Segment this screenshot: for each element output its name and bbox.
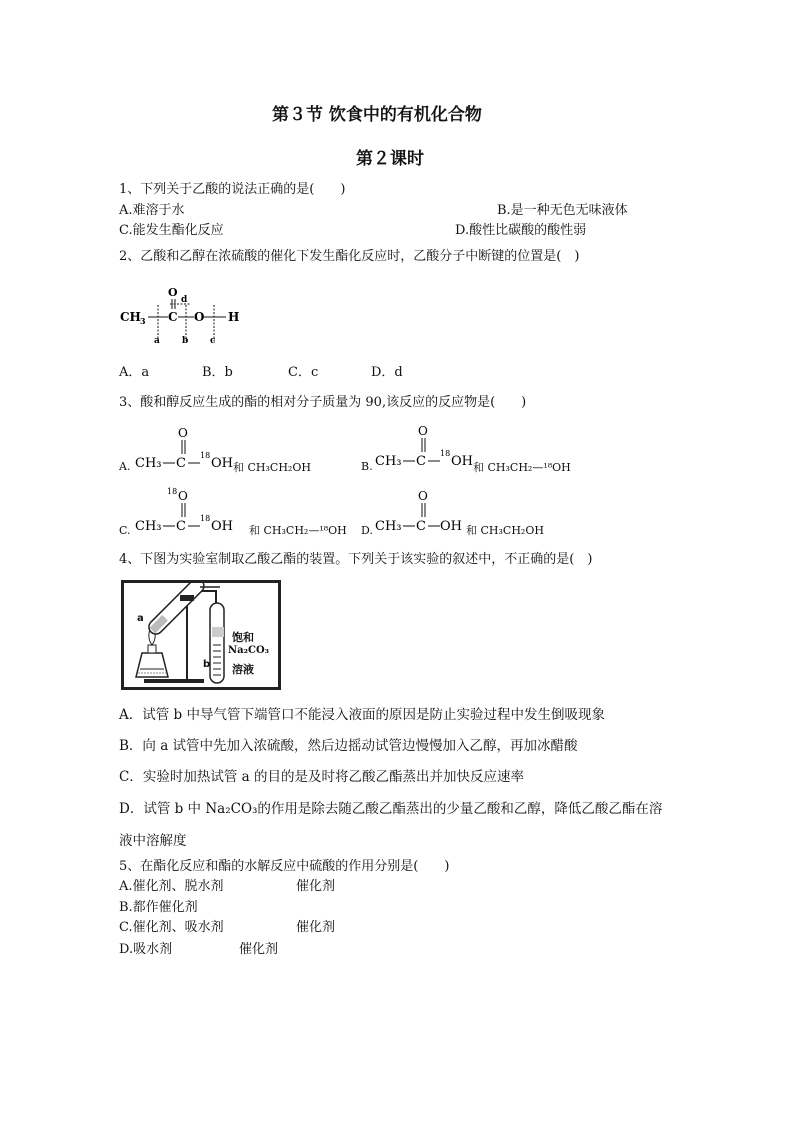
q5-option-d-second: 催化剂 <box>239 942 279 957</box>
ch3-label: CH <box>120 310 141 324</box>
svg-text:CH₃: CH₃ <box>375 454 402 469</box>
q4-option-d-line1: D．试管 b 中 Na₂CO₃的作用是除去随乙酸乙酯蒸出的少量乙酸和乙醇，降低乙酸乙酯在溶 <box>119 801 663 817</box>
svg-text:C: C <box>168 310 178 324</box>
svg-text:C: C <box>416 519 426 534</box>
svg-text:OH: OH <box>211 519 233 534</box>
hydrogen-label: H <box>228 310 240 324</box>
ester-apparatus-figure <box>121 580 281 690</box>
q5-stem: 5、在酯化反应和酯的水解反应中硫酸的作用分别是( ) <box>119 859 450 874</box>
svg-text:OH: OH <box>211 456 233 471</box>
q5-option-d: D.吸水剂 <box>119 942 173 957</box>
acetic-acid-bond-diagram <box>118 283 248 347</box>
bond-d-label: d <box>181 295 188 305</box>
svg-text:OH: OH <box>451 454 473 469</box>
q2-option-c: C．c <box>288 365 319 380</box>
q3-c-acid-structure <box>133 485 243 537</box>
apparatus-drawing <box>124 583 278 687</box>
q4-option-b: B．向 a 试管中先加入浓硫酸，然后边摇动试管边慢慢加入乙醇，再加冰醋酸 <box>119 738 578 754</box>
q3-option-c-label: C. <box>119 524 131 537</box>
svg-text:18: 18 <box>440 449 451 458</box>
q2-stem: 2、乙酸和乙醇在浓硫酸的催化下发生酯化反应时，乙酸分子中断键的位置是( ) <box>119 249 580 264</box>
q2-option-b: B．b <box>202 365 233 380</box>
q3-stem: 3、酸和醇反应生成的酯的相对分子质量为 90,该反应的反应物是( ) <box>119 395 527 410</box>
q2-option-a: A．a <box>119 365 150 380</box>
svg-text:O: O <box>178 489 188 503</box>
bond-b-label: b <box>182 336 189 346</box>
page-subtitle: 第２课时 <box>356 149 424 169</box>
bond-a-label: a <box>154 336 160 346</box>
q4-option-d-line2: 液中溶解度 <box>119 833 187 849</box>
q3-option-c-alcohol: 和 CH₃CH₂—¹⁸OH <box>249 524 347 537</box>
q3-option-d-label: D. <box>361 524 373 537</box>
svg-text:C: C <box>176 456 186 471</box>
carbonyl-oxygen: O <box>168 286 178 299</box>
svg-text:OH: OH <box>440 519 462 534</box>
q4-stem: 4、下图为实验室制取乙酸乙酯的装置。下列关于该实验的叙述中，不正确的是( ) <box>119 552 593 567</box>
q3-option-b-alcohol: 和 CH₃CH₂—¹⁸OH <box>473 461 571 474</box>
svg-text:C: C <box>176 519 186 534</box>
svg-text:18: 18 <box>200 514 211 523</box>
q5-option-c-second: 催化剂 <box>296 920 336 935</box>
svg-text:18: 18 <box>167 487 178 496</box>
solution-label-1: 饱和 <box>232 631 254 644</box>
q1-option-b: B.是一种无色无味液体 <box>497 203 628 218</box>
q3-option-b-label: B. <box>361 460 373 473</box>
q3-a-acid-structure <box>133 424 243 474</box>
svg-text:CH₃: CH₃ <box>135 519 162 534</box>
svg-text:O: O <box>194 310 205 324</box>
q1-stem: 1、下列关于乙酸的说法正确的是( ) <box>119 182 346 197</box>
q1-option-d: D.酸性比碳酸的酸性弱 <box>455 223 587 238</box>
svg-text:O: O <box>178 426 188 440</box>
q3-option-a-label: A. <box>119 460 131 473</box>
q4-option-a: A．试管 b 中导气管下端管口不能浸入液面的原因是防止实验过程中发生倒吸现象 <box>119 707 605 723</box>
svg-text:CH₃: CH₃ <box>375 519 402 534</box>
q5-option-a: A.催化剂、脱水剂 <box>119 879 224 894</box>
svg-text:18: 18 <box>200 451 211 460</box>
svg-text:O: O <box>418 489 428 503</box>
tube-b-label: b <box>203 659 211 670</box>
ch3-subscript: 3 <box>140 316 146 326</box>
tube-a-label: a <box>137 613 144 624</box>
q4-option-c: C．实验时加热试管 a 的目的是及时将乙酸乙酯蒸出并加快反应速率 <box>119 769 524 785</box>
q2-option-d: D．d <box>371 365 403 380</box>
page-title: 第３节 饮食中的有机化合物 <box>272 105 482 125</box>
svg-text:CH₃: CH₃ <box>135 456 162 471</box>
q5-option-c: C.催化剂、吸水剂 <box>119 920 224 935</box>
solution-label-3: 溶液 <box>232 663 254 676</box>
q3-option-d-alcohol: 和 CH₃CH₂OH <box>466 524 544 537</box>
svg-text:C: C <box>416 454 426 469</box>
q3-b-acid-structure <box>373 422 483 472</box>
svg-text:O: O <box>418 424 428 438</box>
q5-option-a-second: 催化剂 <box>296 879 336 894</box>
bond-c-label: c <box>210 336 216 346</box>
q5-option-b: B.都作催化剂 <box>119 900 198 915</box>
solution-label-2: Na₂CO₃ <box>228 645 270 656</box>
q1-option-a: A.难溶于水 <box>119 203 185 218</box>
q3-option-a-alcohol: 和 CH₃CH₂OH <box>233 461 311 474</box>
q1-option-c: C.能发生酯化反应 <box>119 223 224 238</box>
